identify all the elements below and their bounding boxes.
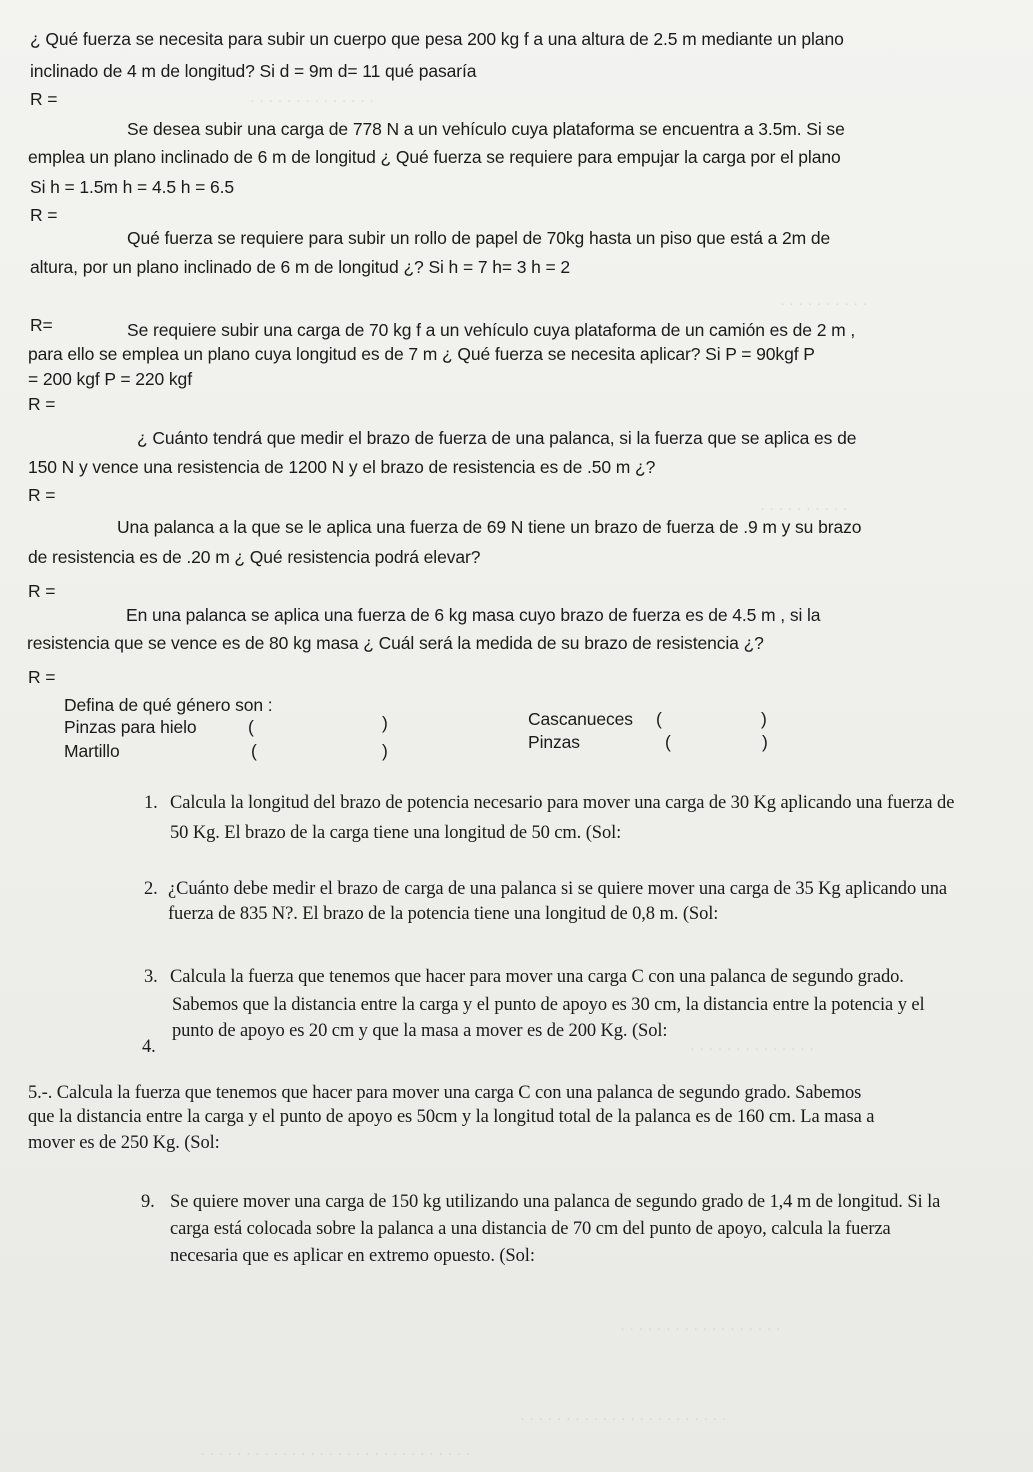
problem-6-line-2: de resistencia es de .20 m ¿ Qué resistencia podrá elevar? [28, 547, 481, 567]
close-paren: ) [761, 709, 767, 729]
question-5-line-2: que la distancia entre la carga y el punto de apoyo es 50cm y la longitud total de la palanca es de 160 cm. La masa a [28, 1107, 875, 1127]
question-9-line-1: Se quiere mover una carga de 150 kg utilizando una palanca de segundo grado de 1,4 m de longitud. Si la [170, 1192, 941, 1212]
open-paren: ( [665, 732, 671, 752]
problem-2-answer-label: R = [30, 205, 58, 225]
question-5-line-3: mover es de 250 Kg. (Sol: [28, 1133, 220, 1153]
question-2-number: 2. [144, 879, 158, 899]
problem-6-line-1: Una palanca a la que se le aplica una fuerza de 69 N tiene un brazo de fuerza de .9 m y su brazo [117, 517, 862, 537]
problem-6-answer-label: R = [28, 581, 56, 601]
problem-3-answer-label: R= [30, 315, 53, 335]
problem-1-line-1: ¿ Qué fuerza se necesita para subir un cuerpo que pesa 200 kg f a una altura de 2.5 m mediante un plano [30, 29, 844, 49]
problem-3-line-2: altura, por un plano inclinado de 6 m de longitud ¿? Si h = 7 h= 3 h = 2 [30, 257, 571, 277]
question-9-number: 9. [141, 1192, 155, 1212]
item-martillo: Martillo [64, 741, 120, 761]
problem-4-answer-label: R = [28, 394, 56, 414]
question-5-line-1: 5.-. Calcula la fuerza que tenemos que hacer para mover una carga C con una palanca de segundo grado. Sabemos [28, 1083, 862, 1103]
question-3-number: 3. [144, 967, 158, 987]
question-3-line-3: punto de apoyo es 20 cm y que la masa a mover es de 200 Kg. (Sol: [172, 1021, 668, 1041]
question-2-line-2: fuerza de 835 N?. El brazo de la potencia tiene una longitud de 0,8 m. (Sol: [168, 904, 719, 924]
problem-4-line-2: para ello se emplea un plano cuya longitud es de 7 m ¿ Qué fuerza se necesita aplicar? Si P = 90kgf P [28, 344, 815, 364]
question-3-line-1: Calcula la fuerza que tenemos que hacer para mover una carga C con una palanca de segundo grado. [170, 967, 904, 987]
problem-4-line-1: Se requiere subir una carga de 70 kg f a un vehículo cuya plataforma de un camión es de 2 m , [127, 320, 856, 340]
problem-1-answer-label: R = [30, 89, 58, 109]
item-pinzas: Pinzas [528, 732, 580, 752]
question-2-line-1: ¿Cuánto debe medir el brazo de carga de una palanca si se quiere mover una carga de 35 Kg aplicando una [168, 879, 948, 899]
question-1-line-1: Calcula la longitud del brazo de potencia necesario para mover una carga de 30 Kg aplicando una fuerza de [170, 793, 955, 813]
problem-3-line-1: Qué fuerza se requiere para subir un rollo de papel de 70kg hasta un piso que está a 2m de [127, 228, 831, 248]
close-paren: ) [382, 741, 388, 761]
problem-5-answer-label: R = [28, 485, 56, 505]
close-paren: ) [762, 732, 768, 752]
problem-2-line-2: emplea un plano inclinado de 6 m de longitud ¿ Qué fuerza se requiere para empujar la carga por el plano [28, 147, 841, 167]
open-paren: ( [251, 741, 257, 761]
close-paren: ) [382, 713, 388, 733]
item-cascanueces: Cascanueces [528, 709, 633, 729]
item-pinzas-hielo: Pinzas para hielo [64, 717, 197, 737]
problem-1-line-2: inclinado de 4 m de longitud? Si d = 9m d= 11 qué pasaría [30, 61, 477, 81]
problem-7-line-1: En una palanca se aplica una fuerza de 6 kg masa cuyo brazo de fuerza es de 4.5 m , si la [126, 605, 821, 625]
question-3-line-2: Sabemos que la distancia entre la carga y el punto de apoyo es 30 cm, la distancia entre la potencia y el [172, 995, 925, 1015]
problem-2-line-1: Se desea subir una carga de 778 N a un vehículo cuya plataforma se encuentra a 3.5m. Si se [127, 119, 845, 139]
open-paren: ( [656, 709, 662, 729]
problem-7-line-2: resistencia que se vence es de 80 kg masa ¿ Cuál será la medida de su brazo de resistencia ¿? [27, 633, 764, 653]
problem-7-answer-label: R = [28, 667, 56, 687]
question-9-line-2: carga está colocada sobre la palanca a una distancia de 70 cm del punto de apoyo, calcula la fuerza [170, 1219, 891, 1239]
question-4-number: 4. [142, 1037, 156, 1057]
problem-5-line-1: ¿ Cuánto tendrá que medir el brazo de fuerza de una palanca, si la fuerza que se aplica es de [137, 428, 857, 448]
problem-5-line-2: 150 N y vence una resistencia de 1200 N y el brazo de resistencia es de .50 m ¿? [28, 457, 656, 477]
open-paren: ( [248, 717, 254, 737]
question-1-line-2: 50 Kg. El brazo de la carga tiene una longitud de 50 cm. (Sol: [170, 823, 622, 843]
lever-class-title: Defina de qué género son : [64, 695, 273, 715]
worksheet-page: · · · · · · · · · · · · · · · · · · · · · · · · · · · · · · · · · · · · · · · · · · · · · · · · · · · · · · · · · · · · · · · · · · · · · · · · · · · · · · · · · · · · · · · · · · · · · · · · · · · · · · · · · · · · · · · · · · · · · · · ¿ Qué fuerza se necesita para subir un cuerpo que pesa 200 kg f a una altura de 2.5 m mediante un plano inclinado de 4 m de longitud? Si d = 9m d= 11 qué pasaría R = Se desea subir una carga de 778 N a un vehículo cuya plataforma se encuentra a 3.5m. Si se emplea un plano inclinado de 6 m de longitud ¿ Qué fuerza se requiere para empujar la carga por el plano Si h = 1.5m h = 4.5 h = 6.5 R = Qué fuerza se requiere para subir un rollo de papel de 70kg hasta un piso que está a 2m de altura, por un plano inclinado de 6 m de longitud ¿? Si h = 7 h= 3 h = 2 R= Se requiere subir una carga de 70 kg f a un vehículo cuya plataforma de un camión es de 2 m , para ello se emplea un plano cuya longitud es de 7 m ¿ Qué fuerza se necesita aplicar? Si P = 90kgf P = 200 kgf P = 220 kgf R = ¿ Cuánto tendrá que medir el brazo de fuerza de una palanca, si la fuerza que se aplica es de 150 N y vence una resistencia de 1200 N y el brazo de resistencia es de .50 m ¿? R = Una palanca a la que se le aplica una fuerza de 69 N tiene un brazo de fuerza de .9 m y su brazo de resistencia es de .20 m ¿ Qué resistencia podrá elevar? R = En una palanca se aplica una fuerza de 6 kg masa cuyo brazo de fuerza es de 4.5 m , si la resistencia que se vence es de 80 kg masa ¿ Cuál será la medida de su brazo de resistencia ¿? R = Defina de qué género son : Pinzas para hielo ( ) Martillo ( ) Cascanueces ( ) Pinzas ( ) 1. Calcula la longitud del brazo de potencia necesario para mover una carga de 30 Kg aplicando una fuerza de 50 Kg. El brazo de la carga tiene una longitud de 50 cm. (Sol: 2. ¿Cuánto debe medir el brazo de carga de una palanca si se quiere mover una carga de 35 Kg aplicando una fuerza de 835 N?. El brazo de la potencia tiene una longitud de 0,8 m. (Sol: 3. Calcula la fuerza que tenemos que hacer para mover una carga C con una palanca de segundo grado. Sabemos que la distancia entre la carga y el punto de apoyo es 30 cm, la distancia entre la potencia y el punto de apoyo es 20 cm y que la masa a mover es de 200 Kg. (Sol: 4. 5.-. Calcula la fuerza que tenemos que hacer para mover una carga C con una palanca de segundo grado. Sabemos que la distancia entre la carga y el punto de apoyo es 50cm y la longitud total de la palanca es de 160 cm. La masa a mover es de 250 Kg. (Sol: 9. Se quiere mover una carga de 150 kg utilizando una palanca de segundo grado de 1,4 m de longitud. Si la carga está colocada sobre la palanca a una distancia de 70 cm del punto de apoyo, calcula la fuerza necesaria que es aplicar en extremo opuesto. (Sol: [0, 0, 1033, 1472]
problem-4-line-3: = 200 kgf P = 220 kgf [28, 369, 192, 389]
question-9-line-3: necesaria que es aplicar en extremo opuesto. (Sol: [170, 1246, 535, 1266]
problem-2-line-3: Si h = 1.5m h = 4.5 h = 6.5 [30, 177, 235, 197]
question-1-number: 1. [144, 793, 158, 813]
